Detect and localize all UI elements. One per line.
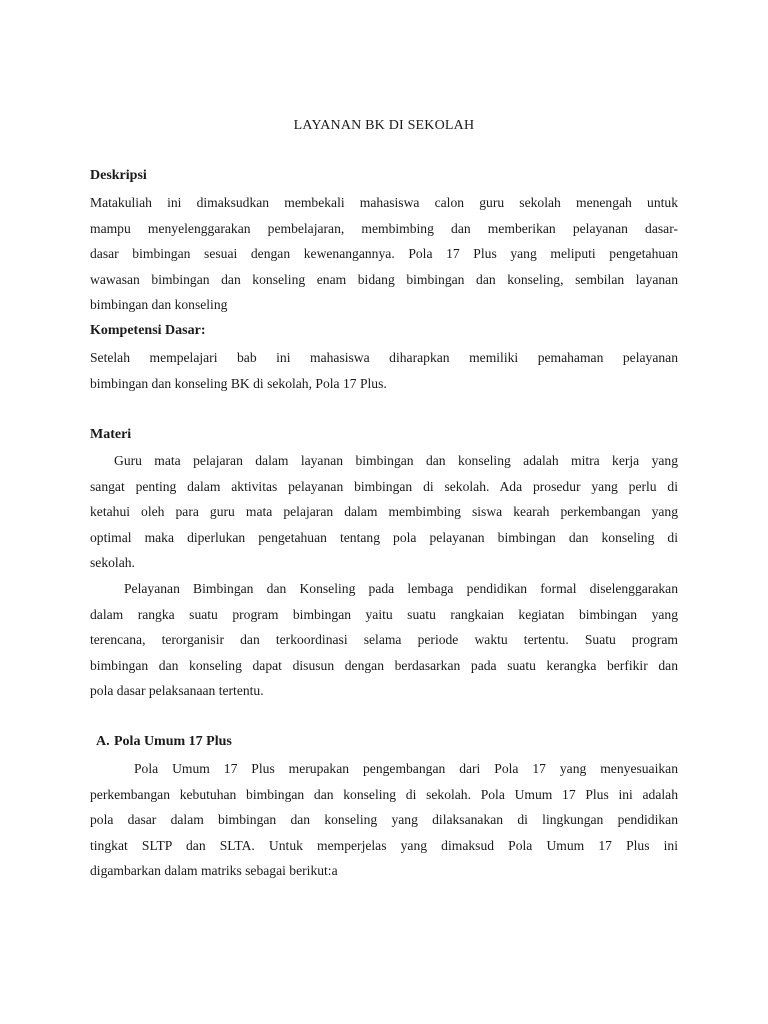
- materi-paragraph-1: [90, 448, 678, 576]
- materi-line: sekolah.: [90, 555, 135, 570]
- materi-line: ketahui oleh para guru mata pelajaran dalam membimbing siswa kearah perkembangan yang: [90, 504, 678, 519]
- deskripsi-line: wawasan bimbingan dan konseling enam bidang bimbingan dan konseling, sembilan layanan: [90, 271, 678, 287]
- materi-line: Pelayanan Bimbingan dan Konseling pada lembaga pendidikan formal diselenggarakan: [124, 581, 678, 596]
- document-title: LAYANAN BK DI SEKOLAH: [293, 118, 475, 133]
- kompetensi-heading: Kompetensi Dasar:: [90, 323, 206, 338]
- section-a-letter: A.: [96, 734, 110, 749]
- materi-heading: Materi: [90, 427, 132, 442]
- section-a-line: perkembangan kebutuhan bimbingan dan konseling di sekolah. Pola Umum 17 Plus ini adalah: [90, 786, 678, 802]
- materi-line: sangat penting dalam aktivitas pelayanan bimbingan di sekolah. Ada prosedur yang perlu di: [90, 478, 678, 494]
- kompetensi-line: bimbingan dan konseling BK di sekolah, Pola 17 Plus.: [90, 375, 387, 391]
- section-a-heading: [96, 734, 232, 750]
- materi-line: optimal maka diperlukan pengetahuan tentang pola pelayanan bimbingan dan konseling di: [90, 529, 678, 545]
- deskripsi-line: bimbingan dan konseling: [90, 297, 228, 312]
- section-a-line: pola dasar dalam bimbingan dan konseling yang dilaksanakan di lingkungan pendidikan: [90, 812, 678, 827]
- materi-line: bimbingan dan konseling dapat disusun dengan berdasarkan pada suatu kerangka berfikir dan: [90, 657, 678, 673]
- deskripsi-line: mampu menyelenggarakan pembelajaran, membimbing dan memberikan pelayanan dasar-: [90, 220, 678, 236]
- deskripsi-line: dasar bimbingan sesuai dengan kewenangannya. Pola 17 Plus yang meliputi pengetahuan: [90, 246, 678, 261]
- materi-line: Guru mata pelajaran dalam layanan bimbingan dan konseling adalah mitra kerja yang: [114, 453, 678, 468]
- deskripsi-heading: Deskripsi: [90, 168, 147, 183]
- section-a-title: Pola Umum 17 Plus: [114, 734, 232, 749]
- section-a-line: Pola Umum 17 Plus merupakan pengembangan dari Pola 17 yang menyesuaikan: [134, 761, 678, 776]
- kompetensi-paragraph: [90, 345, 678, 396]
- section-a-line: digambarkan dalam matriks sebagai berikut:a: [90, 863, 338, 878]
- deskripsi-paragraph: [90, 190, 678, 318]
- section-a-paragraph: [90, 756, 678, 884]
- materi-line: pola dasar pelaksanaan tertentu.: [90, 683, 264, 698]
- materi-paragraph-2: [90, 576, 678, 704]
- materi-line: dalam rangka suatu program bimbingan yaitu suatu rangkaian kegiatan bimbingan yang: [90, 606, 678, 622]
- kompetensi-line: Setelah mempelajari bab ini mahasiswa diharapkan memiliki pemahaman pelayanan: [90, 350, 678, 365]
- section-a-line: tingkat SLTP dan SLTA. Untuk memperjelas yang dimaksud Pola Umum 17 Plus ini: [90, 837, 678, 853]
- deskripsi-line: Matakuliah ini dimaksudkan membekali mahasiswa calon guru sekolah menengah untuk: [90, 195, 678, 210]
- materi-line: terencana, terorganisir dan terkoordinasi selama periode waktu tertentu. Suatu program: [90, 632, 678, 647]
